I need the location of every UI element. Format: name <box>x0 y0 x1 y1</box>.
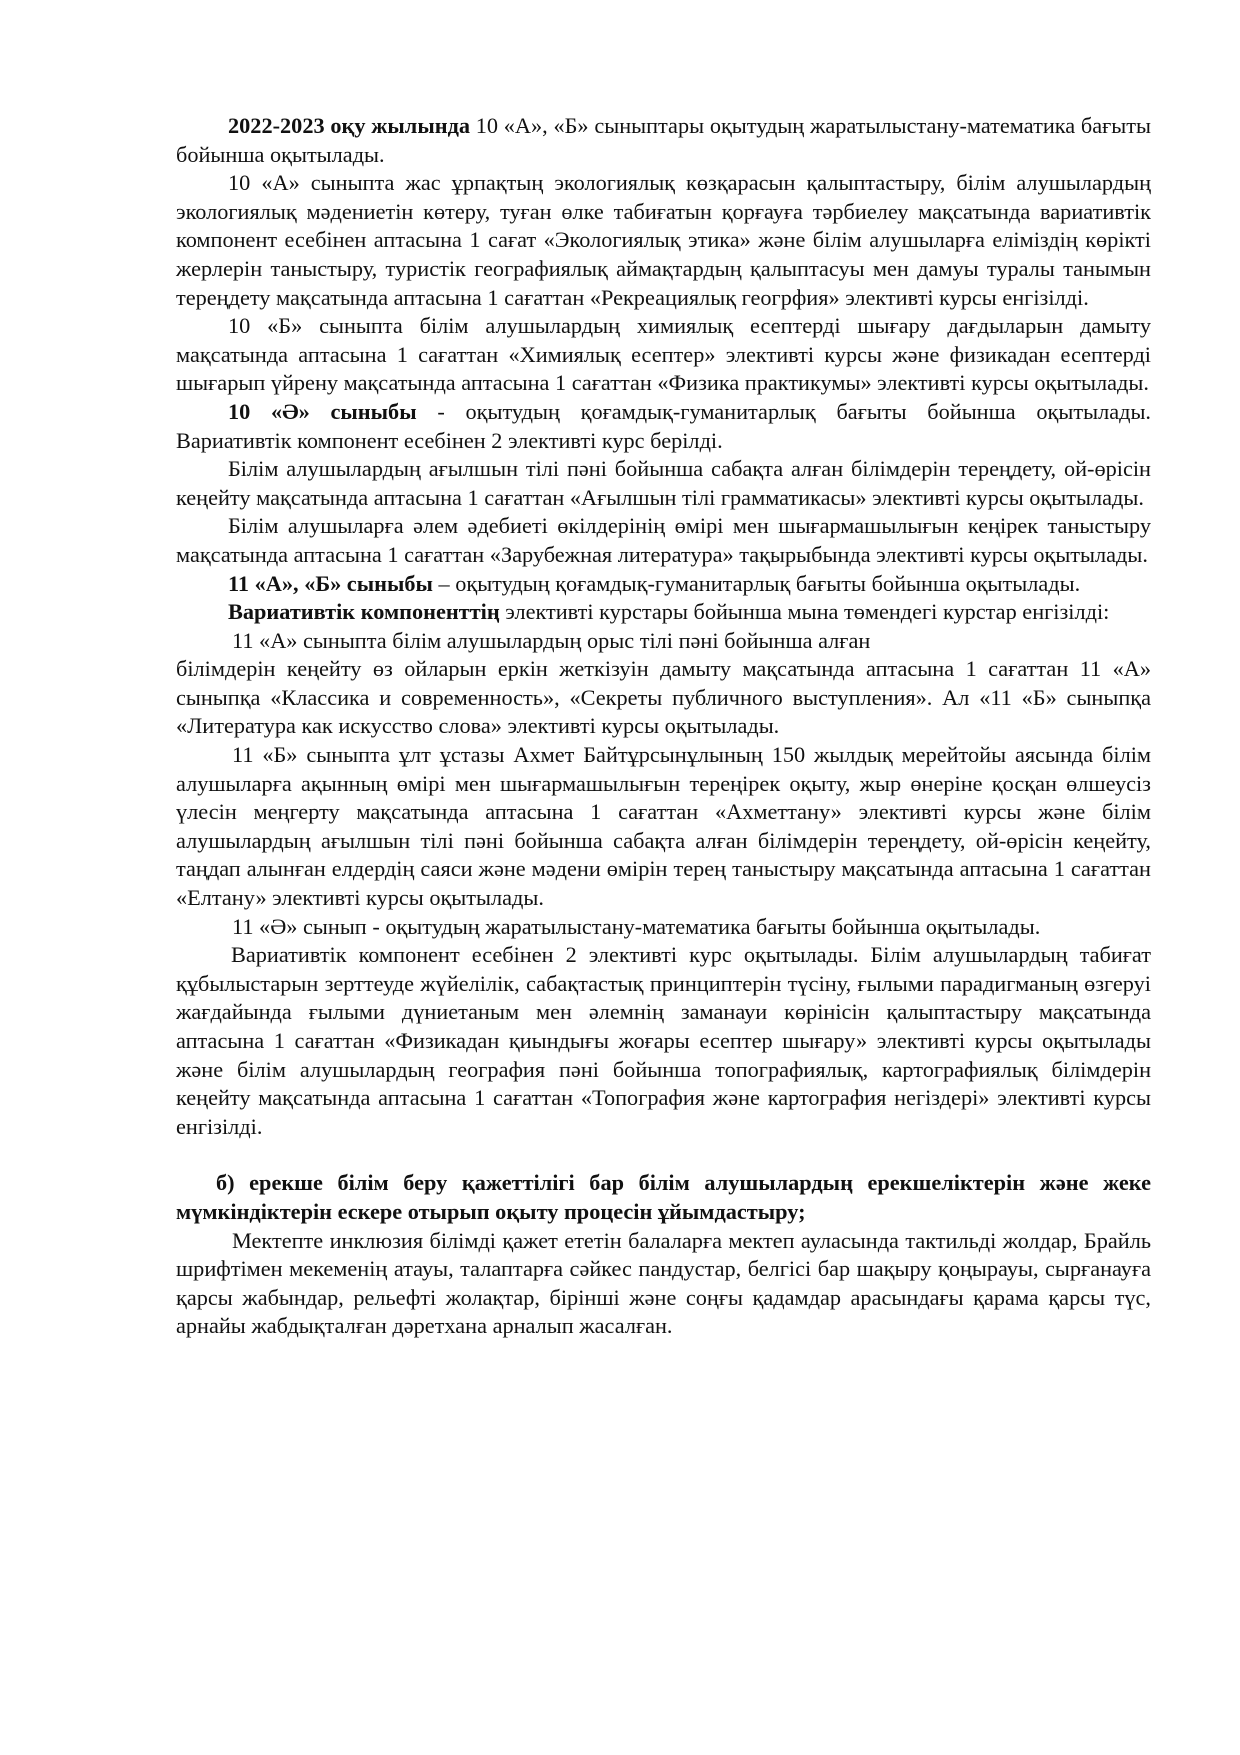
paragraph-11a-rest: білімдерін кеңейту өз ойларын еркін жеткізуін дамыту мақсатында аптасына 1 сағаттан 11 «А» сыныпқа «Классика и современность», «Секреты публичного выступления». Ал «11 «Б» сыныпқа «Литература как искусство слова» элективті курсы оқытылады. <box>176 656 1151 739</box>
academic-year-label: 2022-2023 оқу жылында <box>228 113 470 138</box>
section-gap <box>176 1141 1151 1169</box>
section-heading: б) ерекше білім беру қажеттілігі бар білім алушылардың ерекшеліктерін және жеке мүмкіндіктерін ескере отырып оқыту процесін ұйымдастыру; <box>176 1170 1151 1224</box>
class-11ab-label: 11 «А», «Б» сыныбы <box>228 570 433 596</box>
paragraph-10ae-text: - оқытудың қоғамдық-гуманитарлық бағыты бойынша оқытылады. Вариативтік компонент есебінен 2 элективті курс берілді. <box>176 398 1151 453</box>
paragraph-11ab-text: – оқытудың қоғамдық-гуманитарлық бағыты бойынша оқытылады. <box>432 570 1081 596</box>
paragraph-11ae-courses: Вариативтік компонент есебінен 2 элективті курс оқытылады. Білім алушылардың табиғат құбылыстарын зерттеуде жүйелілік, сабақтастық принциптерін түсіну, ғылыми парадигманың өзгеруі жағдайында ғылыми дүниетаным мен әлемнің заманауи көрінісін қалыптастыру мақсатында аптасына 1 сағаттан «Физикадан қиындығы жоғары есептер шығару» элективті курсы оқытылады және білім алушылардың география пәні бойынша топографиялық, картографиялық білімдерін кеңейту мақсатында аптасына 1 сағаттан «Топография және картография негіздері» элективті курсы енгізілді. <box>176 942 1151 1139</box>
paragraph-variative-text: элективті курстары бойынша мына төмендегі курстар енгізілді: <box>499 599 1110 625</box>
paragraph-11a-line1: 11 «А» сыныпта білім алушылардың орыс тілі пәні бойынша алған <box>232 627 871 653</box>
paragraph-11b: 11 «Б» сыныпта ұлт ұстазы Ахмет Байтұрсынұлының 150 жылдық мерейтойы аясында білім алушыларға ақынның өмірі мен шығармашылығын тереңірек оқыту, жыр өнеріне қосқан өлшеусіз үлесін меңгерту мақсатында аптасына 1 сағаттан «Ахметтану» элективті курсы және білім алушылардың ағылшын тілі пәні бойынша сабақта алған білімдерін тереңдету, ой-өрісін кеңейту, таңдап алынған елдердің саяси және мәдени өмірін терең таныстыру мақсатында аптасына 1 сағаттан «Елтану» элективті курсы оқытылады. <box>176 742 1151 911</box>
paragraph-11ae: 11 «Ә» сынып - оқытудың жаратылыстану-математика бағыты бойынша оқытылады. <box>232 913 1041 939</box>
paragraph-literature: Білім алушыларға әлем әдебиеті өкілдерінің өмірі мен шығармашылығын кеңірек таныстыру мақсатында аптасына 1 сағаттан «Зарубежная литература» тақырыбында элективті курсы оқытылады. <box>176 513 1151 567</box>
paragraph-variative <box>176 598 1151 627</box>
paragraph-11ab <box>176 570 1151 599</box>
paragraph-intro <box>176 112 1151 169</box>
paragraph-10ae <box>176 398 1151 455</box>
paragraph-english: Білім алушылардың ағылшын тілі пәні бойынша сабақта алған білімдерін тереңдету, ой-өрісін кеңейту мақсатында аптасына 1 сағаттан «Ағылшын тілі грамматикасы» элективті курсы оқытылады. <box>176 456 1151 510</box>
class-10ae-label: 10 «Ә» сыныбы <box>228 398 417 424</box>
document-page <box>176 112 1151 1341</box>
paragraph-inclusion: Мектепте инклюзия білімді қажет ететін балаларға мектеп ауласында тактильді жолдар, Брайль шрифтімен мекеменің атауы, талаптарға сәйкес пандустар, белгісі бар шақыру қоңырауы, сырғанауға қарсы жабындар, рельефті жолақтар, бірінші және соңғы қадамдар арасындағы қарама қарсы түс, арнайы жабдықталған дәретхана арналып жасалған. <box>176 1227 1151 1339</box>
paragraph-intro-text: 10 «А», «Б» сыныптары оқытудың жаратылыстану-математика бағыты бойынша оқытылады. <box>176 113 1151 167</box>
variative-component-label: Вариативтік компоненттің <box>228 599 500 625</box>
paragraph-10b: 10 «Б» сыныпта білім алушылардың химиялық есептерді шығару дағдыларын дамыту мақсатында аптасына 1 сағаттан «Химиялық есептер» элективті курсы және физикадан есептерді шығарып үйрену мақсатында аптасына 1 сағаттан «Физика практикумы» элективті курсы оқытылады. <box>176 313 1151 396</box>
paragraph-10a: 10 «А» сыныпта жас ұрпақтың экологиялық көзқарасын қалыптастыру, білім алушылардың экологиялық мәдениетін көтеру, туған өлке табиғатын қорғауға тәрбиелеу мақсатында вариативтік компонент есебінен аптасына 1 сағат «Экологиялық этика» және білім алушыларға еліміздің көрікті жерлерін таныстыру, туристік географиялық аймақтардың қалыптасуы мен дамуы туралы танымын тереңдету мақсатында аптасына 1 сағаттан «Рекреациялық геогрфия» элективті курсы енгізілді. <box>176 170 1151 310</box>
